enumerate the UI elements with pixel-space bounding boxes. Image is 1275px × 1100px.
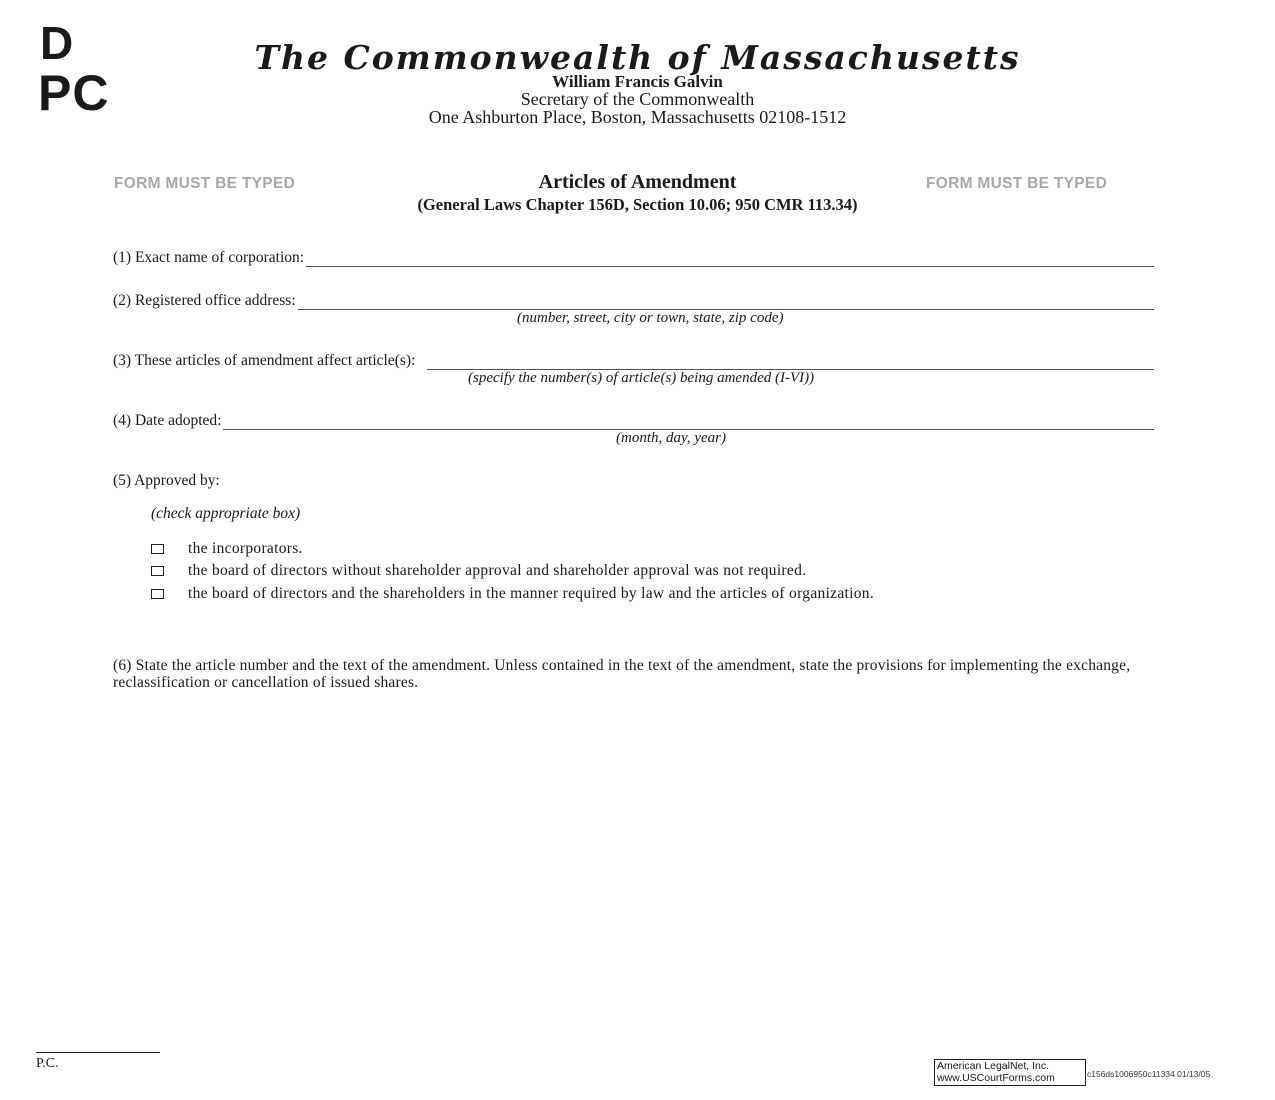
affected-articles-hint: (specify the number(s) of article(s) being amended (I-VI)) <box>468 370 815 386</box>
affected-articles-input[interactable] <box>427 357 1154 370</box>
dpc-logo-pc: PC <box>38 65 110 121</box>
date-adopted-label: (4) Date adopted: <box>113 412 222 429</box>
commonwealth-title: The Commonwealth of Massachusetts <box>254 38 1021 77</box>
corporation-name-label: (1) Exact name of corporation: <box>113 249 305 266</box>
form-title: Articles of Amendment <box>538 171 737 193</box>
corporation-name-field <box>113 249 1154 267</box>
publisher-name: American LegalNet, Inc. <box>937 1060 1050 1072</box>
publisher-box <box>934 1059 1086 1086</box>
date-adopted-field <box>113 412 1154 430</box>
office-address: One Ashburton Place, Boston, Massachusetts 02108-1512 <box>428 107 847 127</box>
dpc-logo-d: D <box>40 17 74 69</box>
approval-option-incorporators[interactable] <box>151 540 303 558</box>
registered-office-field <box>113 292 1154 310</box>
pc-label: P.C. <box>36 1056 59 1071</box>
form-code: c156ds1006950c11334 01/13/05 <box>1087 1069 1211 1079</box>
checkbox-board-and-shareholders[interactable] <box>151 589 164 599</box>
affected-articles-field <box>113 352 1154 370</box>
registered-office-hint: (number, street, city or town, state, zip code) <box>517 310 784 326</box>
registered-office-label: (2) Registered office address: <box>113 292 296 309</box>
official-name: William Francis Galvin <box>552 72 723 91</box>
approval-option-board-and-shareholders[interactable] <box>151 585 874 603</box>
date-adopted-hint: (month, day, year) <box>616 430 726 446</box>
date-adopted-input[interactable] <box>223 417 1154 430</box>
approval-option-label: the board of directors without shareholder approval and shareholder approval was not required. <box>188 562 807 579</box>
official-title: Secretary of the Commonwealth <box>520 89 755 109</box>
approval-option-board-only[interactable] <box>151 562 806 580</box>
checkbox-board-only[interactable] <box>151 566 164 576</box>
form-subtitle: (General Laws Chapter 156D, Section 10.06; 950 CMR 113.34) <box>417 195 858 214</box>
section-6-instructions: (6) State the article number and the text of the amendment. Unless contained in the text of the amendment, state the provisions for implementing the exchange, reclassification or cancellation of issued shares. <box>113 657 1131 691</box>
checkbox-incorporators[interactable] <box>151 544 164 554</box>
corporation-name-input[interactable] <box>306 254 1154 267</box>
pc-signature-line <box>36 1052 160 1053</box>
form-must-be-typed-right: FORM MUST BE TYPED <box>926 175 1108 192</box>
publisher-url: www.USCourtForms.com <box>937 1071 1055 1084</box>
registered-office-input[interactable] <box>298 297 1154 310</box>
form-must-be-typed-left: FORM MUST BE TYPED <box>114 175 296 192</box>
approval-option-label: the board of directors and the shareholders in the manner required by law and the articles of organization. <box>188 585 875 602</box>
approved-by-label: (5) Approved by: <box>113 472 220 489</box>
check-box-instruction: (check appropriate box) <box>151 505 301 522</box>
approval-option-label: the incorporators. <box>188 540 303 557</box>
affected-articles-label: (3) These articles of amendment affect article(s): <box>113 352 420 369</box>
